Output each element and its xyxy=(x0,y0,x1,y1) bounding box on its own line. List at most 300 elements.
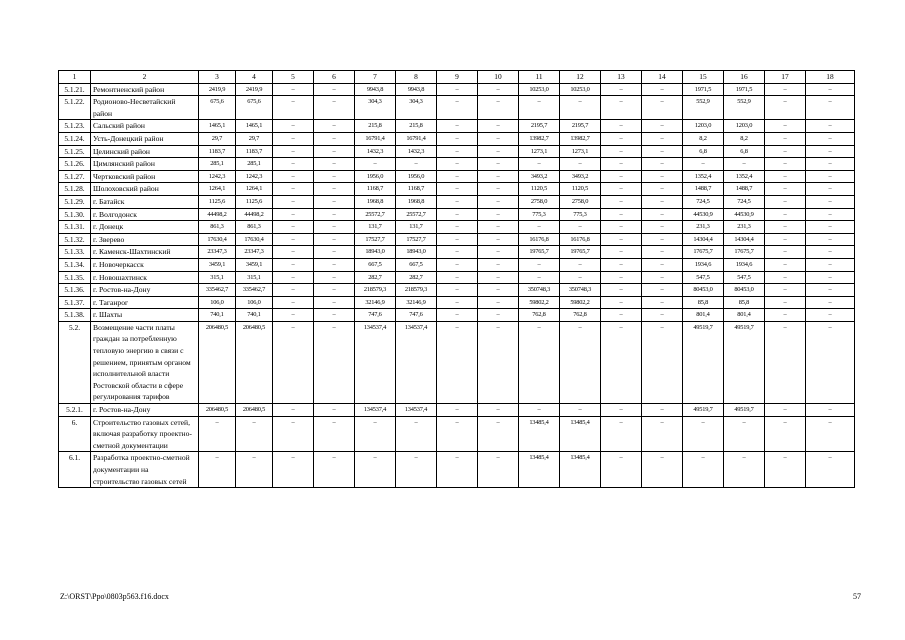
value-cell: 1120,5 xyxy=(519,183,560,196)
value-cell: 315,1 xyxy=(236,271,273,284)
value-cell: 1352,4 xyxy=(683,170,724,183)
value-cell: 775,3 xyxy=(519,208,560,221)
value-cell: – xyxy=(642,83,683,96)
value-cell: 1183,7 xyxy=(236,145,273,158)
value-cell: 17527,7 xyxy=(396,233,437,246)
table-row xyxy=(59,183,855,196)
value-cell: – xyxy=(273,258,314,271)
value-cell: 49519,7 xyxy=(724,404,765,417)
value-cell: – xyxy=(642,158,683,171)
value-cell: – xyxy=(478,452,519,488)
value-cell: – xyxy=(355,416,396,452)
row-code-cell: 5.1.22. xyxy=(59,96,91,120)
value-cell: 206480,5 xyxy=(236,321,273,403)
value-cell: – xyxy=(273,208,314,221)
footer-file-path: Z:\ORST\Ppo\0803p563.f16.docx xyxy=(60,592,169,601)
value-cell: 134537,4 xyxy=(396,404,437,417)
value-cell: – xyxy=(519,271,560,284)
value-cell: 6,8 xyxy=(724,145,765,158)
value-cell: – xyxy=(519,404,560,417)
value-cell: 667,5 xyxy=(355,258,396,271)
value-cell: – xyxy=(765,416,806,452)
row-name-cell: г. Новошахтинск xyxy=(91,271,199,284)
row-code-cell: 5.1.30. xyxy=(59,208,91,221)
value-cell: 13485,4 xyxy=(519,416,560,452)
value-cell: – xyxy=(765,258,806,271)
data-table-container xyxy=(58,70,855,488)
table-row xyxy=(59,416,855,452)
value-cell: 13485,4 xyxy=(560,416,601,452)
value-cell: – xyxy=(642,221,683,234)
row-name-cell: Шолоховский район xyxy=(91,183,199,196)
value-cell: 861,3 xyxy=(236,221,273,234)
value-cell: – xyxy=(642,258,683,271)
column-number-12: 12 xyxy=(560,71,601,84)
value-cell: 675,6 xyxy=(199,96,236,120)
value-cell: – xyxy=(683,416,724,452)
value-cell: – xyxy=(806,83,855,96)
value-cell: – xyxy=(478,158,519,171)
column-number-7: 7 xyxy=(355,71,396,84)
row-name-cell: Строительство газовых сетей, включая разработку проектно-сметной документации xyxy=(91,416,199,452)
value-cell: – xyxy=(765,208,806,221)
row-code-cell: 5.1.36. xyxy=(59,284,91,297)
value-cell: 32146,9 xyxy=(355,296,396,309)
value-cell: – xyxy=(478,321,519,403)
value-cell: – xyxy=(519,96,560,120)
value-cell: 762,8 xyxy=(560,309,601,322)
value-cell: – xyxy=(601,233,642,246)
value-cell: – xyxy=(765,233,806,246)
value-cell: 9943,8 xyxy=(396,83,437,96)
value-cell: – xyxy=(273,195,314,208)
value-cell: 1488,7 xyxy=(683,183,724,196)
value-cell: – xyxy=(601,170,642,183)
value-cell: – xyxy=(314,246,355,259)
value-cell: 1183,7 xyxy=(199,145,236,158)
value-cell: – xyxy=(765,221,806,234)
value-cell: 49519,7 xyxy=(683,404,724,417)
value-cell: 801,4 xyxy=(724,309,765,322)
value-cell: – xyxy=(478,404,519,417)
value-cell: – xyxy=(601,404,642,417)
value-cell: 1352,4 xyxy=(724,170,765,183)
row-code-cell: 5.1.25. xyxy=(59,145,91,158)
value-cell: – xyxy=(314,170,355,183)
value-cell: 1465,1 xyxy=(199,120,236,133)
value-cell: 25572,7 xyxy=(396,208,437,221)
value-cell: – xyxy=(314,132,355,145)
value-cell: 80453,0 xyxy=(724,284,765,297)
value-cell: – xyxy=(437,120,478,133)
value-cell: 16791,4 xyxy=(355,132,396,145)
value-cell: – xyxy=(765,120,806,133)
row-code-cell: 5.1.29. xyxy=(59,195,91,208)
value-cell: – xyxy=(601,132,642,145)
row-code-cell: 5.1.28. xyxy=(59,183,91,196)
value-cell: – xyxy=(642,309,683,322)
value-cell: – xyxy=(806,208,855,221)
value-cell: – xyxy=(478,183,519,196)
value-cell: 17675,7 xyxy=(724,246,765,259)
value-cell: – xyxy=(478,96,519,120)
column-number-8: 8 xyxy=(396,71,437,84)
value-cell: 218579,3 xyxy=(396,284,437,297)
value-cell: – xyxy=(519,158,560,171)
value-cell: 861,3 xyxy=(199,221,236,234)
row-code-cell: 5.1.26. xyxy=(59,158,91,171)
row-code-cell: 5.1.35. xyxy=(59,271,91,284)
value-cell: – xyxy=(314,271,355,284)
value-cell: – xyxy=(806,170,855,183)
value-cell: 215,8 xyxy=(396,120,437,133)
value-cell: 59802,2 xyxy=(519,296,560,309)
value-cell: 285,1 xyxy=(236,158,273,171)
value-cell: – xyxy=(724,158,765,171)
value-cell: 85,8 xyxy=(724,296,765,309)
value-cell: – xyxy=(273,284,314,297)
value-cell: – xyxy=(396,452,437,488)
value-cell: 740,1 xyxy=(236,309,273,322)
value-cell: 131,7 xyxy=(355,221,396,234)
column-number-1: 1 xyxy=(59,71,91,84)
value-cell: – xyxy=(437,296,478,309)
value-cell: – xyxy=(519,221,560,234)
value-cell: – xyxy=(314,321,355,403)
row-name-cell: Чертковский район xyxy=(91,170,199,183)
value-cell: – xyxy=(601,296,642,309)
row-name-cell: Целинский район xyxy=(91,145,199,158)
value-cell: 747,6 xyxy=(355,309,396,322)
table-row xyxy=(59,221,855,234)
value-cell: – xyxy=(355,452,396,488)
value-cell: – xyxy=(273,321,314,403)
value-cell: 740,1 xyxy=(199,309,236,322)
column-number-13: 13 xyxy=(601,71,642,84)
column-number-9: 9 xyxy=(437,71,478,84)
value-cell: 13982,7 xyxy=(519,132,560,145)
value-cell: 1203,0 xyxy=(724,120,765,133)
value-cell: – xyxy=(273,120,314,133)
value-cell: – xyxy=(806,183,855,196)
value-cell: 3459,1 xyxy=(199,258,236,271)
footer-page-number: 57 xyxy=(853,592,861,601)
value-cell: 44498,2 xyxy=(236,208,273,221)
value-cell: 231,3 xyxy=(683,221,724,234)
value-cell: 106,0 xyxy=(236,296,273,309)
table-row xyxy=(59,158,855,171)
value-cell: – xyxy=(478,195,519,208)
value-cell: – xyxy=(478,416,519,452)
value-cell: – xyxy=(806,284,855,297)
value-cell: 134537,4 xyxy=(355,404,396,417)
row-code-cell: 5.1.33. xyxy=(59,246,91,259)
value-cell: 775,3 xyxy=(560,208,601,221)
value-cell: – xyxy=(765,452,806,488)
row-code-cell: 5.2.1. xyxy=(59,404,91,417)
value-cell: 304,3 xyxy=(396,96,437,120)
value-cell: – xyxy=(601,416,642,452)
value-cell: 80453,0 xyxy=(683,284,724,297)
row-name-cell: Разработка проектно-сметной документации на строительство газовых сетей xyxy=(91,452,199,488)
value-cell: 3493,2 xyxy=(519,170,560,183)
value-cell: – xyxy=(560,221,601,234)
value-cell: 29,7 xyxy=(236,132,273,145)
table-row xyxy=(59,233,855,246)
value-cell: 206480,5 xyxy=(236,404,273,417)
value-cell: – xyxy=(806,258,855,271)
value-cell: – xyxy=(273,233,314,246)
value-cell: – xyxy=(642,296,683,309)
column-number-18: 18 xyxy=(806,71,855,84)
value-cell: – xyxy=(273,221,314,234)
value-cell: – xyxy=(765,145,806,158)
column-number-11: 11 xyxy=(519,71,560,84)
value-cell: – xyxy=(478,132,519,145)
value-cell: – xyxy=(601,208,642,221)
value-cell: 3459,1 xyxy=(236,258,273,271)
value-cell: – xyxy=(478,208,519,221)
row-name-cell: г. Ростов-на-Дону xyxy=(91,404,199,417)
column-number-15: 15 xyxy=(683,71,724,84)
value-cell: 1120,5 xyxy=(560,183,601,196)
row-code-cell: 5.1.37. xyxy=(59,296,91,309)
value-cell: 218579,3 xyxy=(355,284,396,297)
table-row xyxy=(59,271,855,284)
value-cell: – xyxy=(314,83,355,96)
row-name-cell: г. Ростов-на-Дону xyxy=(91,284,199,297)
value-cell: 282,7 xyxy=(396,271,437,284)
value-cell: – xyxy=(199,416,236,452)
value-cell: 1168,7 xyxy=(355,183,396,196)
value-cell: – xyxy=(765,284,806,297)
value-cell: 350748,3 xyxy=(560,284,601,297)
value-cell: – xyxy=(601,258,642,271)
table-row xyxy=(59,296,855,309)
row-name-cell: Сальский район xyxy=(91,120,199,133)
value-cell: – xyxy=(642,404,683,417)
value-cell: 285,1 xyxy=(199,158,236,171)
value-cell: – xyxy=(437,284,478,297)
value-cell: – xyxy=(765,96,806,120)
value-cell: – xyxy=(437,208,478,221)
value-cell: – xyxy=(806,246,855,259)
value-cell: – xyxy=(806,296,855,309)
table-row xyxy=(59,132,855,145)
value-cell: 23347,3 xyxy=(236,246,273,259)
value-cell: 17630,4 xyxy=(236,233,273,246)
value-cell: – xyxy=(601,452,642,488)
value-cell: – xyxy=(683,452,724,488)
value-cell: – xyxy=(437,404,478,417)
value-cell: 131,7 xyxy=(396,221,437,234)
table-row xyxy=(59,258,855,271)
value-cell: – xyxy=(314,145,355,158)
value-cell: 32146,9 xyxy=(396,296,437,309)
value-cell: – xyxy=(437,145,478,158)
row-name-cell: г. Новочеркасск xyxy=(91,258,199,271)
value-cell: – xyxy=(601,309,642,322)
value-cell: 724,5 xyxy=(724,195,765,208)
value-cell: – xyxy=(642,183,683,196)
value-cell: 1488,7 xyxy=(724,183,765,196)
table-row xyxy=(59,309,855,322)
table-row xyxy=(59,208,855,221)
value-cell: – xyxy=(437,195,478,208)
column-number-3: 3 xyxy=(199,71,236,84)
value-cell: – xyxy=(437,132,478,145)
value-cell: 16176,8 xyxy=(519,233,560,246)
value-cell: – xyxy=(560,258,601,271)
row-name-cell: г. Каменск-Шахтинский xyxy=(91,246,199,259)
value-cell: – xyxy=(478,246,519,259)
table-row xyxy=(59,321,855,403)
value-cell: – xyxy=(642,195,683,208)
value-cell: – xyxy=(765,296,806,309)
value-cell: 18943,0 xyxy=(396,246,437,259)
value-cell: 25572,7 xyxy=(355,208,396,221)
value-cell: 1432,3 xyxy=(396,145,437,158)
value-cell: – xyxy=(314,309,355,322)
value-cell: – xyxy=(560,158,601,171)
value-cell: 1432,3 xyxy=(355,145,396,158)
row-code-cell: 5.1.34. xyxy=(59,258,91,271)
column-number-10: 10 xyxy=(478,71,519,84)
value-cell: – xyxy=(437,321,478,403)
value-cell: – xyxy=(601,120,642,133)
value-cell: – xyxy=(765,404,806,417)
value-cell: – xyxy=(806,309,855,322)
value-cell: 44530,9 xyxy=(683,208,724,221)
value-cell: 9943,8 xyxy=(355,83,396,96)
value-cell: 747,6 xyxy=(396,309,437,322)
column-number-4: 4 xyxy=(236,71,273,84)
value-cell: 1242,3 xyxy=(236,170,273,183)
value-cell: – xyxy=(765,83,806,96)
row-name-cell: г. Волгодонск xyxy=(91,208,199,221)
value-cell: – xyxy=(806,416,855,452)
header-row xyxy=(59,71,855,84)
value-cell: 1956,0 xyxy=(396,170,437,183)
value-cell: – xyxy=(437,416,478,452)
value-cell: – xyxy=(806,233,855,246)
value-cell: – xyxy=(806,145,855,158)
table-row xyxy=(59,246,855,259)
value-cell: – xyxy=(765,132,806,145)
value-cell: – xyxy=(437,309,478,322)
value-cell: – xyxy=(642,170,683,183)
value-cell: – xyxy=(314,158,355,171)
value-cell: 304,3 xyxy=(355,96,396,120)
value-cell: 762,8 xyxy=(519,309,560,322)
column-number-2: 2 xyxy=(91,71,199,84)
row-name-cell: Возмещение части платы граждан за потребленную тепловую энергию в связи с решением, принятым органом исполнительной власти Ростовской области в сфере регулирования тарифов xyxy=(91,321,199,403)
value-cell: – xyxy=(273,296,314,309)
value-cell: – xyxy=(806,96,855,120)
value-cell: 13982,7 xyxy=(560,132,601,145)
value-cell: – xyxy=(273,404,314,417)
value-cell: – xyxy=(314,183,355,196)
value-cell: – xyxy=(806,452,855,488)
value-cell: – xyxy=(314,452,355,488)
value-cell: 1125,6 xyxy=(236,195,273,208)
value-cell: – xyxy=(273,83,314,96)
value-cell: – xyxy=(478,83,519,96)
value-cell: 17527,7 xyxy=(355,233,396,246)
value-cell: – xyxy=(478,120,519,133)
value-cell: – xyxy=(437,246,478,259)
value-cell: 14304,4 xyxy=(724,233,765,246)
row-code-cell: 5.1.27. xyxy=(59,170,91,183)
value-cell: 3493,2 xyxy=(560,170,601,183)
value-cell: – xyxy=(273,183,314,196)
value-cell: – xyxy=(601,183,642,196)
table-row xyxy=(59,83,855,96)
value-cell: – xyxy=(765,309,806,322)
row-name-cell: Ремонтненский район xyxy=(91,83,199,96)
column-number-5: 5 xyxy=(273,71,314,84)
value-cell: – xyxy=(806,132,855,145)
value-cell: – xyxy=(601,145,642,158)
value-cell: – xyxy=(642,233,683,246)
value-cell: 231,3 xyxy=(724,221,765,234)
value-cell: 801,4 xyxy=(683,309,724,322)
value-cell: 1934,6 xyxy=(724,258,765,271)
value-cell: – xyxy=(765,158,806,171)
value-cell: 13485,4 xyxy=(519,452,560,488)
value-cell: 350748,3 xyxy=(519,284,560,297)
value-cell: 17630,4 xyxy=(199,233,236,246)
value-cell: – xyxy=(601,195,642,208)
value-cell: – xyxy=(437,170,478,183)
value-cell: – xyxy=(437,233,478,246)
row-code-cell: 5.2. xyxy=(59,321,91,403)
value-cell: 547,5 xyxy=(724,271,765,284)
row-code-cell: 6. xyxy=(59,416,91,452)
value-cell: – xyxy=(273,452,314,488)
value-cell: – xyxy=(314,208,355,221)
value-cell: – xyxy=(236,416,273,452)
row-name-cell: г. Шахты xyxy=(91,309,199,322)
value-cell: – xyxy=(396,416,437,452)
row-code-cell: 5.1.31. xyxy=(59,221,91,234)
value-cell: – xyxy=(519,321,560,403)
value-cell: 315,1 xyxy=(199,271,236,284)
value-cell: 106,0 xyxy=(199,296,236,309)
value-cell: – xyxy=(724,416,765,452)
value-cell: 8,2 xyxy=(724,132,765,145)
value-cell: 19765,7 xyxy=(560,246,601,259)
value-cell: – xyxy=(642,132,683,145)
value-cell: – xyxy=(314,120,355,133)
table-row xyxy=(59,195,855,208)
value-cell: – xyxy=(478,284,519,297)
value-cell: 1971,5 xyxy=(683,83,724,96)
value-cell: – xyxy=(560,404,601,417)
value-cell: – xyxy=(437,452,478,488)
value-cell: 59802,2 xyxy=(560,296,601,309)
row-code-cell: 5.1.21. xyxy=(59,83,91,96)
value-cell: 206480,5 xyxy=(199,404,236,417)
value-cell: – xyxy=(437,221,478,234)
value-cell: – xyxy=(765,183,806,196)
value-cell: 724,5 xyxy=(683,195,724,208)
value-cell: 44498,2 xyxy=(199,208,236,221)
value-cell: – xyxy=(724,452,765,488)
value-cell: 2419,9 xyxy=(199,83,236,96)
value-cell: – xyxy=(806,120,855,133)
value-cell: – xyxy=(396,158,437,171)
